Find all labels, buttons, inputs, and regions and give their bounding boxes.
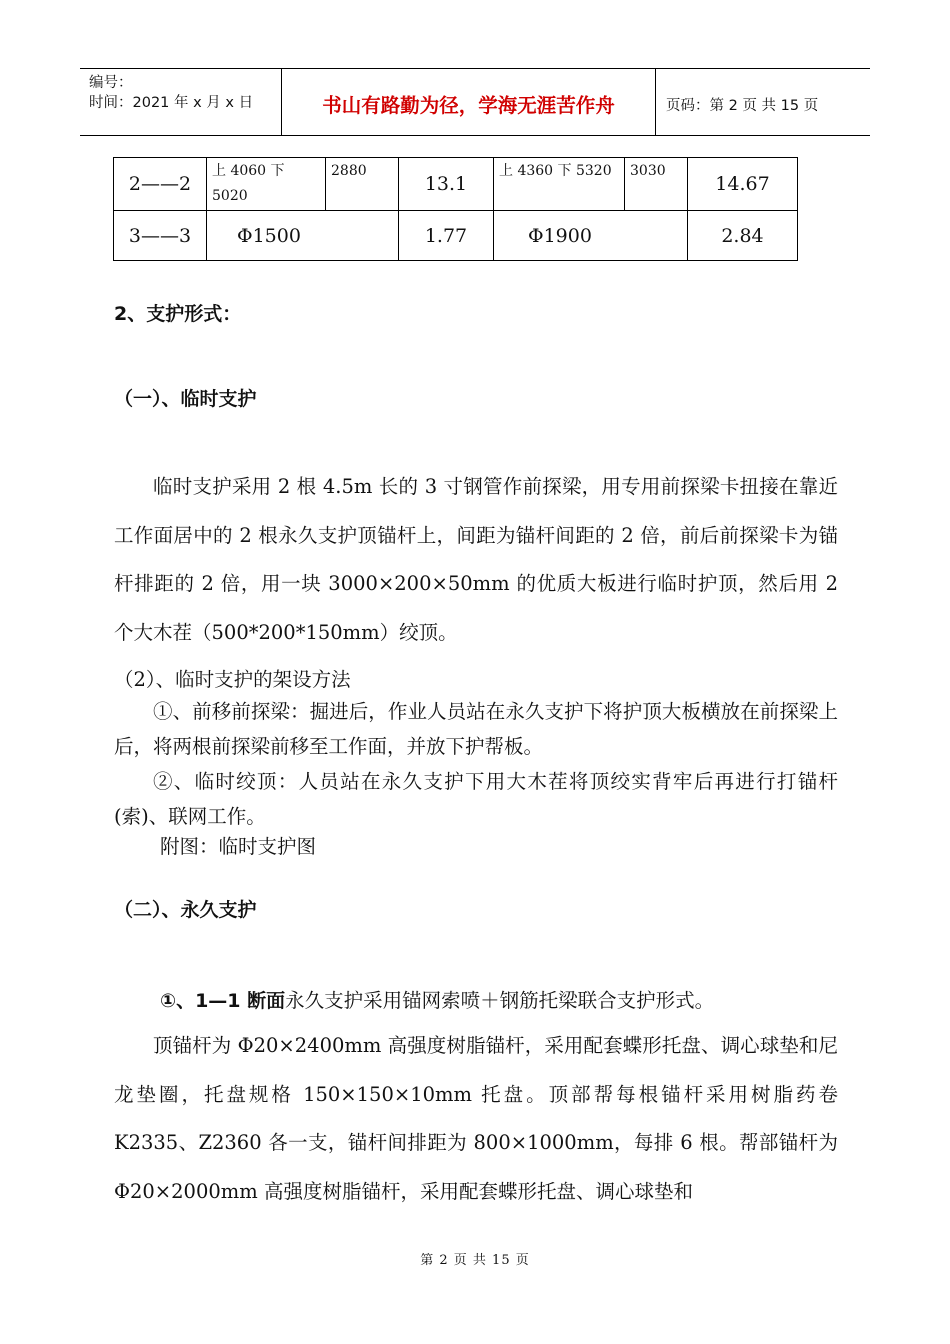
number-label: 编号： xyxy=(89,75,133,91)
table-cell-dim-b: Φ1900 xyxy=(494,211,688,261)
table-cell-area-a: 13.1 xyxy=(399,158,494,211)
table-cell-dim-a: 上 4060 下 5020 xyxy=(207,158,326,211)
section-label-bold: ①、1—1 断面 xyxy=(160,990,286,1012)
heading-support-form: 2、支护形式： xyxy=(114,303,242,325)
table-cell-dim-b: 上 4360 下 5320 xyxy=(494,158,625,211)
step-temporary-jack: ②、临时绞顶：人员站在永久支护下用大木茬将顶绞实背牢后再进行打锚杆(索)、联网工作。 xyxy=(114,770,838,828)
page-header xyxy=(80,68,870,136)
figure-note: 附图：临时支护图 xyxy=(160,835,317,858)
header-page-label: 页码：第 2 页 共 15 页 xyxy=(666,97,819,114)
table-cell-area-b: 2.84 xyxy=(688,211,798,261)
header-meta xyxy=(80,69,282,135)
table-cell-area-a: 1.77 xyxy=(399,211,494,261)
table-cell-section: 2——2 xyxy=(114,158,207,211)
time-label: 时间：2021 年 x 月 x 日 xyxy=(89,95,254,111)
table-cell-dim-b2: 3030 xyxy=(625,158,688,211)
heading-permanent-support: （二）、永久支护 xyxy=(114,899,257,921)
paragraph-permanent-support: 顶锚杆为 Φ20×2400mm 高强度树脂锚杆，采用配套蝶形托盘、调心球垫和尼龙垫圈，托盘规格 150×150×10mm 托盘。顶部帮每根锚杆采用树脂药卷 K2335、Z2360 各一支，锚杆间排距为 800×1000mm，每排 6 根。帮部锚杆为 Φ20×2000mm 高强度树脂锚杆，采用配套蝶形托盘、调心球垫和 xyxy=(114,1034,838,1203)
section-lead-text: 永久支护采用锚网索喷＋钢筋托梁联合支护形式。 xyxy=(285,989,715,1012)
table-row xyxy=(114,158,798,211)
table-cell-area-b: 14.67 xyxy=(688,158,798,211)
page-footer: 第 2 页 共 15 页 xyxy=(420,1253,530,1268)
table-cell-dim-a2: 2880 xyxy=(326,158,399,211)
header-motto: 书山有路勤为径，学海无涯苦作舟 xyxy=(282,69,656,135)
heading-temporary-support: （一）、临时支护 xyxy=(114,388,257,410)
table-cell-dim-a: Φ1500 xyxy=(207,211,399,261)
step-move-beam: ①、前移前探梁：掘进后，作业人员站在永久支护下将护顶大板横放在前探梁上后，将两根前探梁前移至工作面，并放下护帮板。 xyxy=(114,700,838,758)
table-row xyxy=(114,211,798,261)
paragraph-temporary-support: 临时支护采用 2 根 4.5m 长的 3 寸钢管作前探梁，用专用前探梁卡扭接在靠近工作面居中的 2 根永久支护顶锚杆上，间距为锚杆间距的 2 倍，前后前探梁卡为锚杆排距的 2 倍，用一块 3000×200×50mm 的优质大板进行临时护顶，然后用 2 个大木茬（500*200*150mm）绞顶。 xyxy=(114,475,838,644)
method-title: （2）、临时支护的架设方法 xyxy=(114,668,351,691)
table-cell-section: 3——3 xyxy=(114,211,207,261)
permanent-support-lead xyxy=(160,985,885,1013)
section-dimension-table xyxy=(113,157,798,261)
